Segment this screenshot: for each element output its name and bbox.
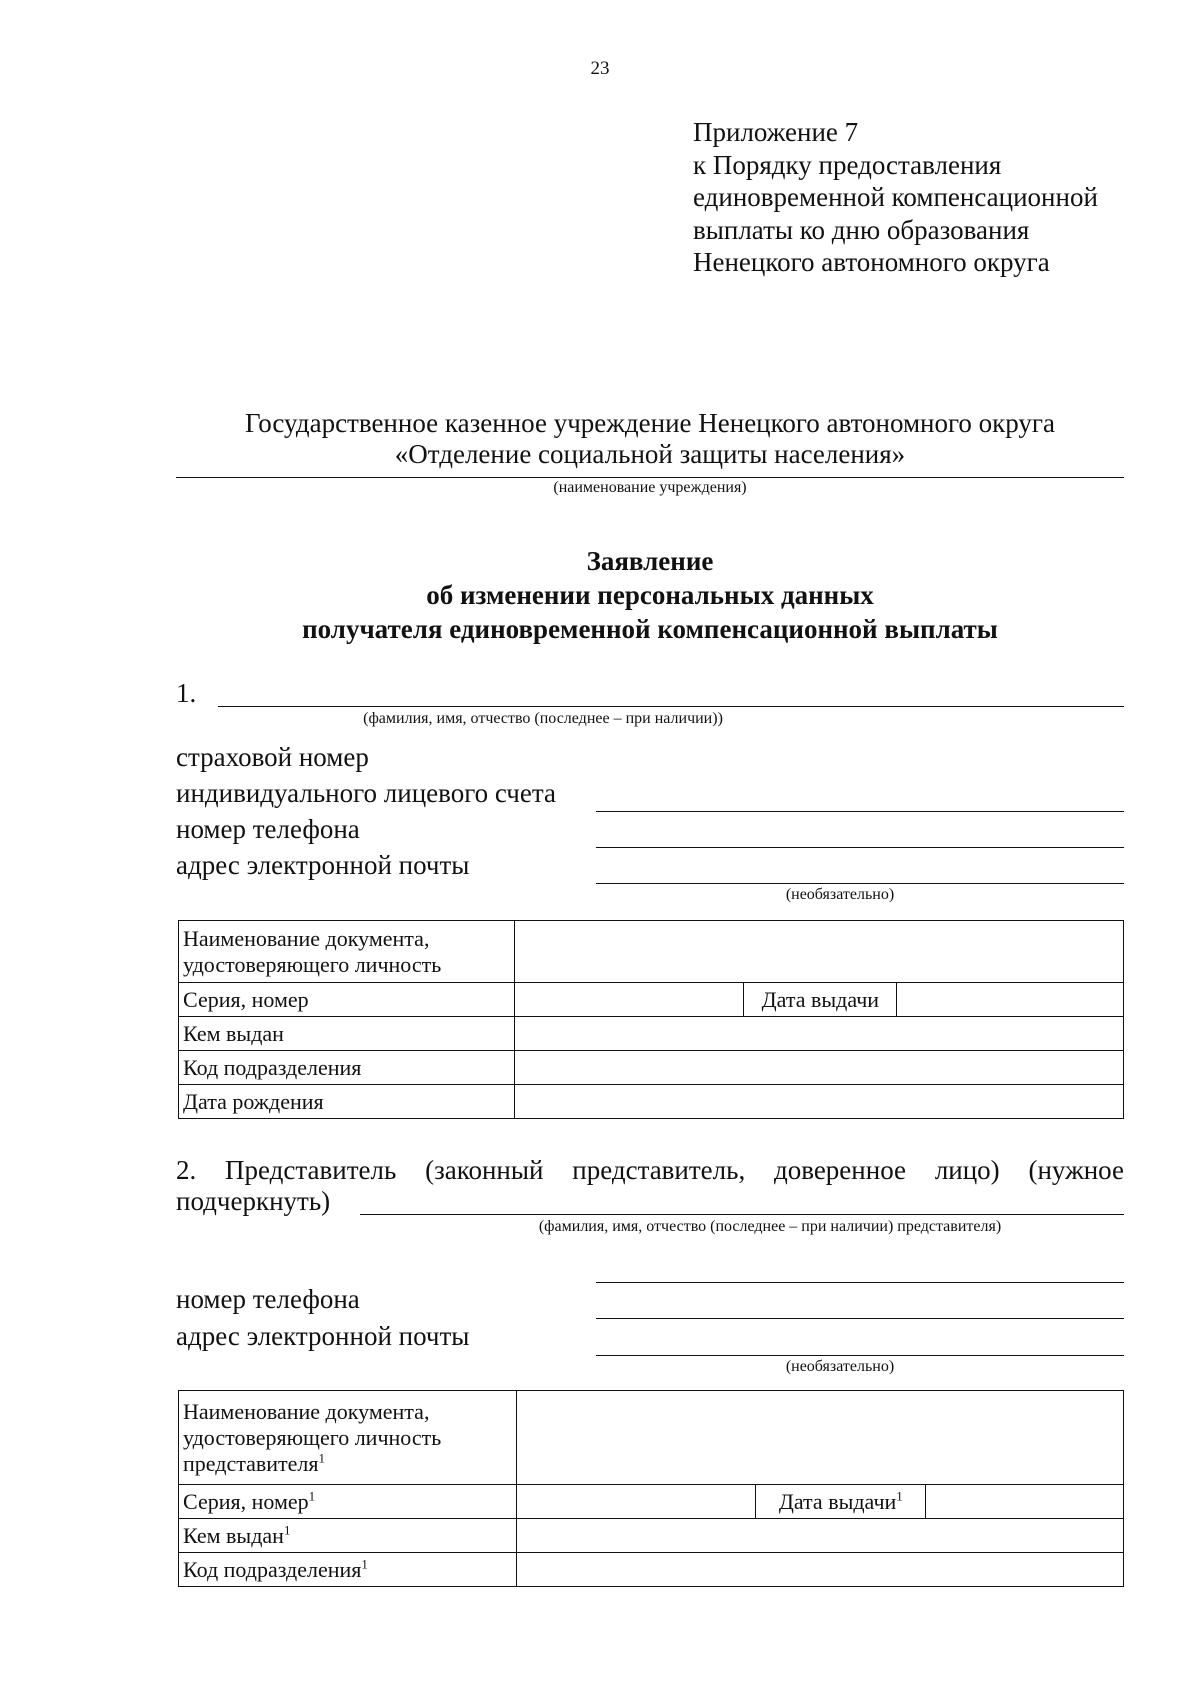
document-title	[176, 544, 1124, 646]
rep-series-number-label: Серия, номер$^1$	[179, 1485, 517, 1519]
identity-document-table	[178, 920, 1124, 1119]
institution-underline	[176, 477, 1124, 478]
institution-hint: (наименование учреждения)	[553, 479, 747, 496]
rep-division-code-value-cell[interactable]	[516, 1553, 1123, 1587]
doc-name-label-line-2: удостоверяющего личность	[183, 951, 442, 977]
footnote-mark: 1	[318, 1450, 325, 1466]
division-code-label: Код подразделения	[179, 1051, 515, 1085]
doc-name-label	[179, 921, 515, 983]
section2-line-2: подчеркнуть)	[176, 1186, 331, 1216]
representative-document-table	[178, 1390, 1124, 1587]
rep-phone-label: номер телефона	[176, 1284, 360, 1314]
footnote-mark: 1	[308, 1488, 316, 1504]
snils-label-line-1: страховой номер	[176, 742, 369, 772]
rep-email-field[interactable]	[596, 1355, 1124, 1356]
rep-issued-by-label: Кем выдан$^1$	[179, 1519, 517, 1553]
appendix-line: Приложение 7	[693, 117, 859, 147]
rep-phone-field[interactable]	[596, 1318, 1124, 1319]
section1-number: 1.	[176, 678, 197, 708]
section2-word: (законный	[425, 1155, 544, 1185]
issue-date-value-cell[interactable]	[897, 983, 1124, 1017]
rep-division-code-label: Код подразделения$^1$	[179, 1553, 517, 1587]
rep-email-optional-hint: (необязательно)	[785, 1358, 895, 1375]
representative-name-hint: (фамилия, имя, отчество (последнее – при наличии) представителя)	[538, 1218, 1002, 1235]
rep-email-label: адрес электронной почты	[176, 1321, 470, 1351]
institution-name	[176, 408, 1124, 470]
issued-by-value-cell[interactable]	[514, 1017, 1123, 1051]
section2-word: доверенное	[774, 1155, 907, 1185]
title-line-1: Заявление	[586, 546, 714, 576]
birth-date-label: Дата рождения	[179, 1085, 515, 1119]
doc-name-label-line-1: Наименование документа,	[183, 925, 430, 951]
appendix-block	[693, 116, 1098, 279]
section2-word: лицо)	[934, 1155, 1000, 1185]
rep-doc-name-value-cell[interactable]	[516, 1391, 1123, 1485]
phone-label: номер телефона	[176, 814, 360, 844]
phone-field[interactable]	[596, 847, 1124, 848]
footnote-mark: 1	[896, 1488, 903, 1504]
issue-date-label: Дата выдачи	[744, 983, 897, 1017]
representative-name-field[interactable]	[360, 1214, 1124, 1215]
applicant-name-hint: (фамилия, имя, отчество (последнее – при наличии))	[363, 710, 723, 727]
email-field[interactable]	[596, 883, 1124, 884]
footnote-mark: 1	[361, 1556, 368, 1572]
division-code-value-cell[interactable]	[514, 1051, 1123, 1085]
section2-heading	[176, 1154, 1124, 1186]
snils-field[interactable]	[596, 811, 1124, 812]
rep-series-number-value-cell[interactable]	[516, 1485, 756, 1519]
section2-word: представитель,	[572, 1155, 746, 1185]
appendix-line: единовременной компенсационной	[693, 182, 1098, 212]
series-number-value-cell[interactable]	[514, 983, 744, 1017]
rep-issued-by-value-cell[interactable]	[516, 1519, 1123, 1553]
institution-line-2: «Отделение социальной защиты населения»	[394, 439, 906, 469]
page-number: 23	[590, 58, 610, 79]
rep-doc-name-label	[179, 1391, 517, 1485]
applicant-name-field[interactable]	[218, 706, 1124, 707]
birth-date-value-cell[interactable]	[514, 1085, 1123, 1119]
section2-word: (нужное	[1028, 1155, 1124, 1185]
email-optional-hint: (необязательно)	[785, 886, 895, 903]
section2-word: 2. Представитель	[176, 1155, 397, 1185]
rep-doc-name-line-3: представителя$^1$	[183, 1450, 325, 1476]
doc-name-value-cell[interactable]	[514, 921, 1123, 983]
appendix-line: выплаты ко дню образования	[693, 214, 1030, 245]
appendix-line: к Порядку предоставления	[693, 149, 1002, 180]
footnote-mark: 1	[283, 1522, 291, 1538]
rep-issue-date-value-cell[interactable]	[926, 1485, 1124, 1519]
series-number-label: Серия, номер	[179, 983, 515, 1017]
title-line-2: об изменении персональных данных	[426, 580, 874, 610]
representative-extra-line[interactable]	[596, 1282, 1124, 1283]
appendix-line: Ненецкого автономного округа	[693, 247, 1050, 277]
email-label: адрес электронной почты	[176, 850, 470, 880]
snils-label-line-2: индивидуального лицевого счета	[176, 778, 556, 808]
rep-issue-date-label: Дата выдачи$^1$	[756, 1485, 926, 1519]
issued-by-label: Кем выдан	[179, 1017, 515, 1051]
rep-doc-name-line-1: Наименование документа,	[183, 1398, 430, 1424]
rep-doc-name-line-2: удостоверяющего личность	[183, 1424, 442, 1450]
institution-line-1: Государственное казенное учреждение Ненецкого автономного округа	[245, 408, 1055, 438]
title-line-3: получателя единовременной компенсационной выплаты	[302, 614, 998, 644]
